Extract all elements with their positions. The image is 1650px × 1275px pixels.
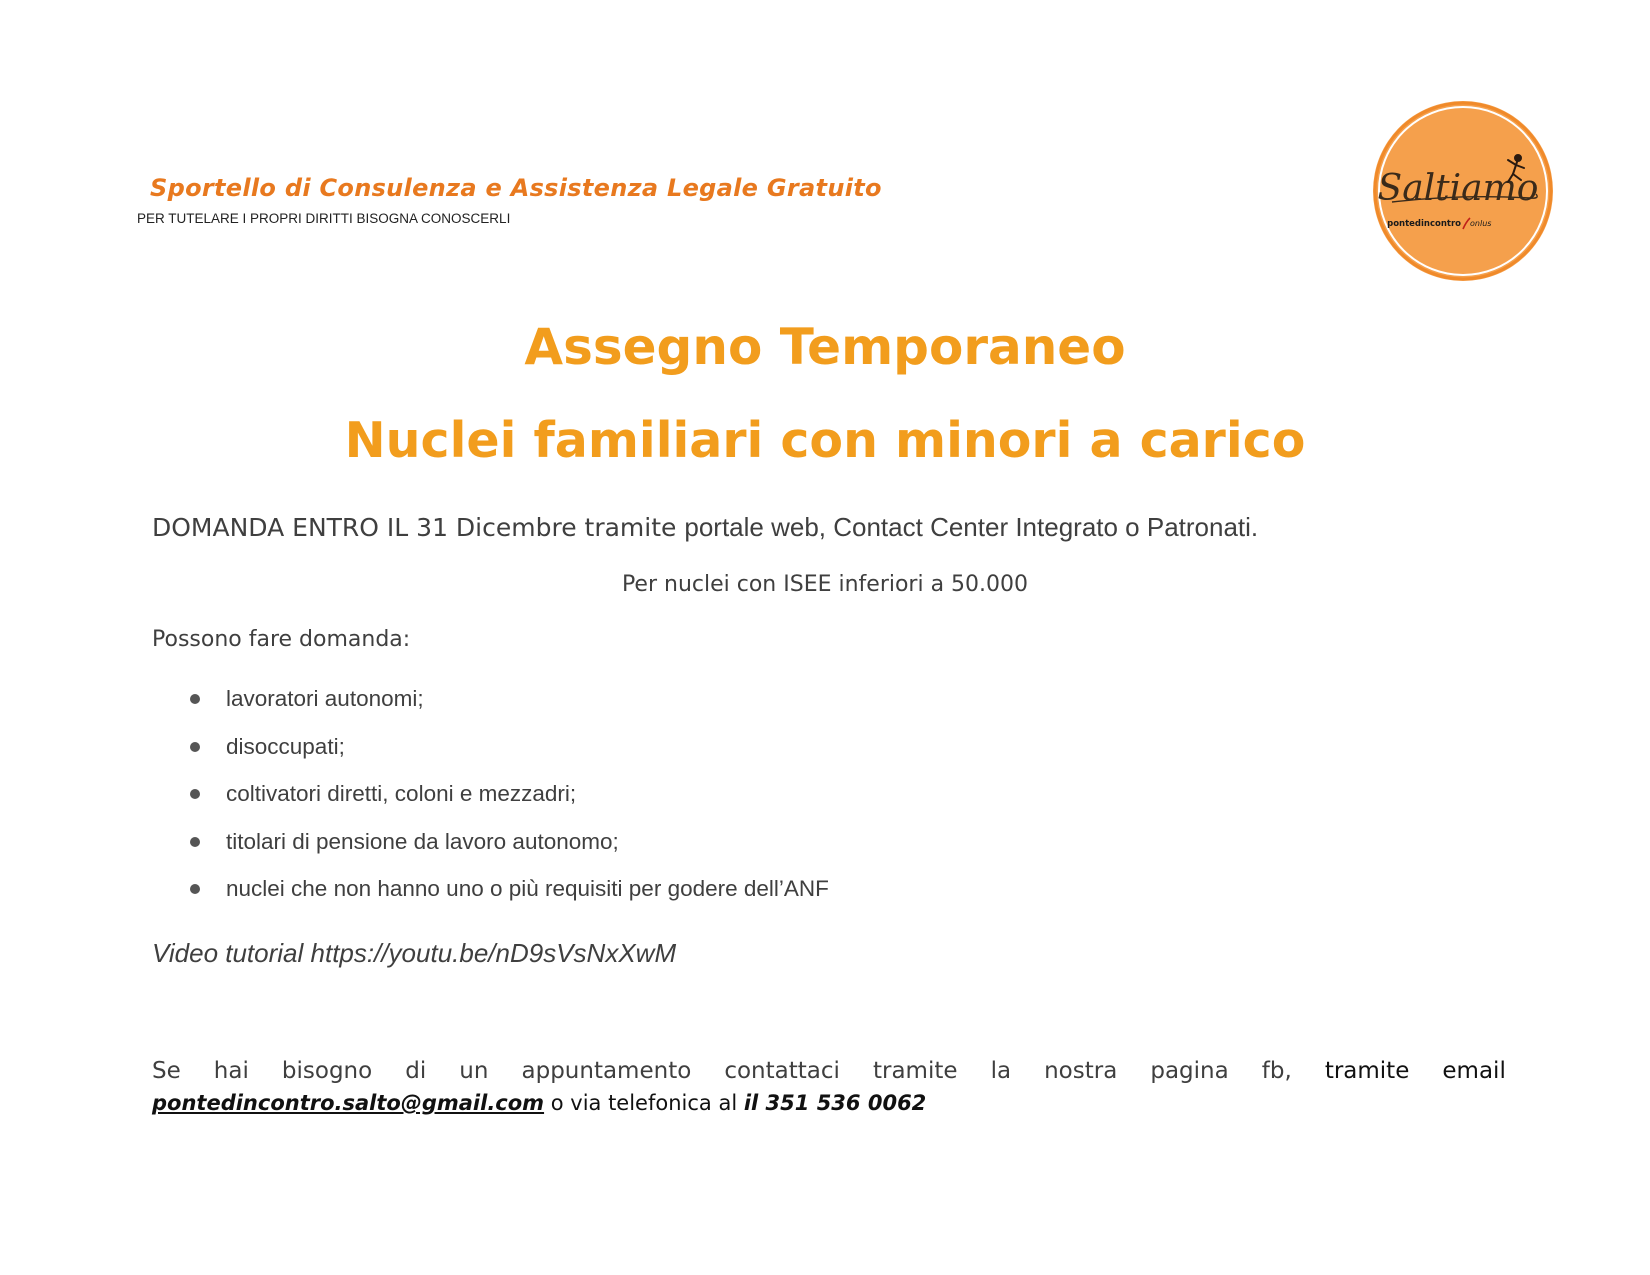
list-item: titolari di pensione da lavoro autonomo; bbox=[186, 829, 829, 877]
eligible-list bbox=[186, 686, 829, 924]
bullet-icon bbox=[190, 884, 200, 894]
can-apply-label: Possono fare domanda: bbox=[152, 627, 411, 652]
phone-number[interactable]: il 351 536 0062 bbox=[743, 1091, 927, 1115]
contact-line: Se hai bisogno di un appuntamento contattaci tramite la nostra pagina fb, tramite email bbox=[152, 1058, 1506, 1084]
deadline-part1: DOMANDA ENTRO IL 31 Dicembre tramite bbox=[152, 513, 685, 542]
email-link[interactable]: pontedincontro.salto@gmail.com bbox=[152, 1091, 545, 1115]
list-item: lavoratori autonomi; bbox=[186, 686, 829, 734]
list-item: coltivatori diretti, coloni e mezzadri; bbox=[186, 781, 829, 829]
list-item: disoccupati; bbox=[186, 734, 829, 782]
isee-note: Per nuclei con ISEE inferiori a 50.000 bbox=[621, 572, 1029, 597]
logo-org-suffix: onlus bbox=[1470, 219, 1492, 228]
contact-details bbox=[152, 1091, 926, 1115]
video-tutorial-link[interactable]: Video tutorial https://youtu.be/nD9sVsNxXwM bbox=[152, 938, 677, 968]
header-title: Sportello di Consulenza e Assistenza Legale Gratuito bbox=[150, 174, 882, 202]
page-title: Assegno Temporaneo bbox=[524, 318, 1126, 376]
page-subtitle: Nuclei familiari con minori a carico bbox=[344, 412, 1306, 469]
header-subtitle: PER TUTELARE I PROPRI DIRITTI BISOGNA CONOSCERLI bbox=[137, 211, 511, 226]
saltiamo-logo bbox=[1370, 98, 1556, 284]
bullet-icon bbox=[190, 789, 200, 799]
logo-script-text: Saltiamo bbox=[1377, 168, 1539, 209]
contact-middle-text: o via telefonica al bbox=[544, 1091, 744, 1115]
bullet-icon bbox=[190, 837, 200, 847]
deadline-part2: portale web, Contact Center Integrato o Patronati. bbox=[684, 512, 1259, 542]
bullet-icon bbox=[190, 742, 200, 752]
logo-org-text: pontedincontro bbox=[1387, 219, 1461, 229]
deadline-text bbox=[152, 512, 1258, 543]
bullet-icon bbox=[190, 694, 200, 704]
list-item: nuclei che non hanno uno o più requisiti per godere dell’ANF bbox=[186, 876, 829, 924]
